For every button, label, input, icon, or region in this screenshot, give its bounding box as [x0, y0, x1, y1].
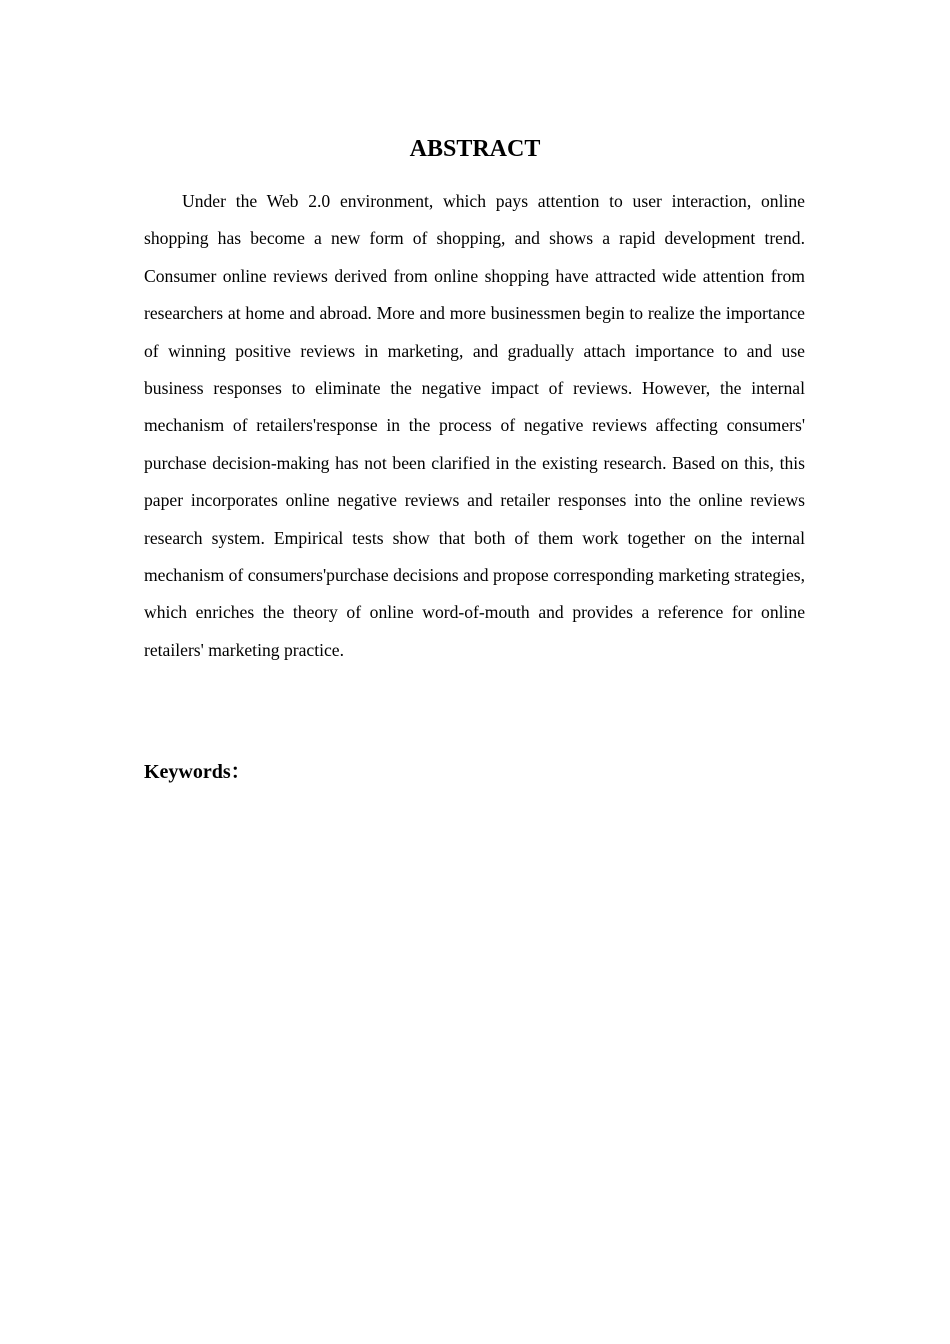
- abstract-body: Under the Web 2.0 environment, which pays attention to user interaction, online shopping has become a new form of shopping, and shows a rapid development trend. Consumer online reviews derived from online shopping have attracted wide attention from researchers at home and abroad. More and more businessmen begin to realize the importance of winning positive reviews in marketing, and gradually attach importance to and use business responses to eliminate the negative impact of reviews. However, the internal mechanism of retailers'response in the process of negative reviews affecting consumers' purchase decision-making has not been clarified in the existing research. Based on this, this paper incorporates online negative reviews and retailer responses into the online reviews research system. Empirical tests show that both of them work together on the internal mechanism of consumers'purchase decisions and propose corresponding marketing strategies, which enriches the theory of online word-of-mouth and provides a reference for online retailers' marketing practice.: [144, 191, 805, 660]
- abstract-title: ABSTRACT: [409, 136, 541, 162]
- keywords-label: Keywords：: [144, 761, 251, 783]
